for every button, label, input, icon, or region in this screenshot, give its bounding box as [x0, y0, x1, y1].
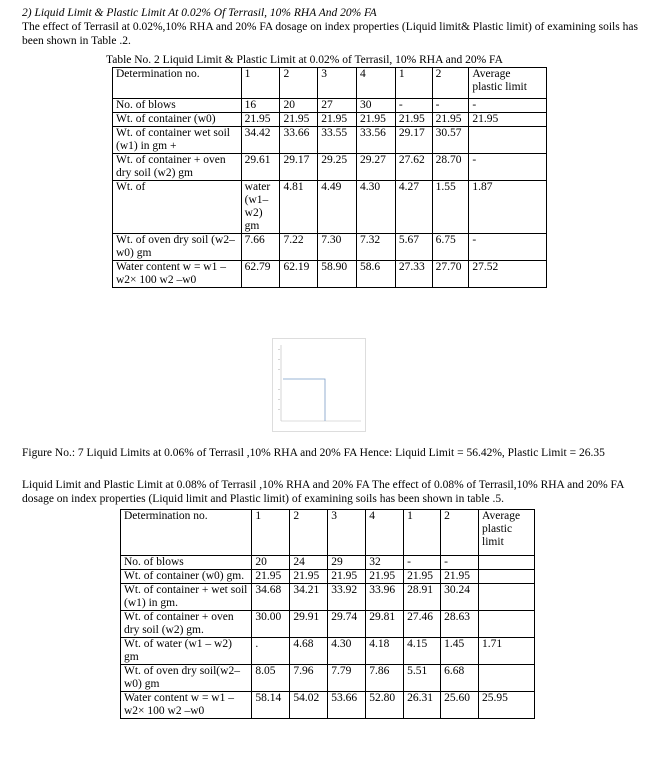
table-cell: 21.95 [241, 113, 280, 127]
table-cell: 27.46 [404, 611, 441, 638]
table-cell: 21.95 [280, 113, 318, 127]
table-cell: Average plastic limit [479, 510, 535, 556]
table-row [113, 234, 547, 261]
table-cell: 28.70 [432, 154, 469, 181]
table-row [113, 99, 547, 113]
table-cell: 4 [357, 68, 396, 99]
table-cell: 25.60 [441, 692, 479, 719]
table-cell: 1 [241, 68, 280, 99]
table-cell: 6.75 [432, 234, 469, 261]
table-row [121, 556, 535, 570]
table-cell: 7.96 [290, 665, 328, 692]
intro-paragraph: The effect of Terrasil at 0.02%,10% RHA and 20% FA dosage on index properties (Liquid limit& Plastic limit) of examining soils has been shown in Table .2. [22, 21, 638, 47]
table-cell: 25.95 [479, 692, 535, 719]
table-cell: 27.62 [395, 154, 432, 181]
table-row [113, 181, 547, 234]
table-cell: 7.22 [280, 234, 318, 261]
table-cell: 62.79 [241, 261, 280, 288]
row-label-cell: Wt. of oven dry soil (w2–w0) gm [113, 234, 242, 261]
table-cell: 29.25 [318, 154, 357, 181]
table-cell: 29.74 [328, 611, 366, 638]
row-label-cell: Wt. of container (w0) [113, 113, 242, 127]
row-label-cell: Wt. of container + oven dry soil (w2) gm. [121, 611, 252, 638]
table-cell: 1.45 [441, 638, 479, 665]
table-row [121, 665, 535, 692]
table-row [121, 570, 535, 584]
table-cell: 1.55 [432, 181, 469, 234]
table-cell: 21.95 [441, 570, 479, 584]
table-cell: 3 [318, 68, 357, 99]
table-cell [479, 570, 535, 584]
table-cell: . [252, 638, 290, 665]
table-cell: 27.52 [469, 261, 547, 288]
row-label-cell: Wt. of container (w0) gm. [121, 570, 252, 584]
table-cell: 21.95 [395, 113, 432, 127]
table-cell: 24 [290, 556, 328, 570]
table-cell: 27.33 [395, 261, 432, 288]
table-cell: 33.96 [366, 584, 404, 611]
table-cell: - [469, 234, 547, 261]
table-cell: - [469, 99, 547, 113]
chart-series-line [283, 379, 325, 421]
table-cell: 16 [241, 99, 280, 113]
table-cell [479, 611, 535, 638]
table-cell: - [404, 556, 441, 570]
table-cell: 4.15 [404, 638, 441, 665]
table-cell: 33.66 [280, 127, 318, 154]
table-row [113, 127, 547, 154]
table-cell: 30.00 [252, 611, 290, 638]
table-cell: 21.95 [252, 570, 290, 584]
table-row [121, 638, 535, 665]
table-cell: 4.27 [395, 181, 432, 234]
table-cell: 21.95 [328, 570, 366, 584]
liquid-limit-table-2 [120, 509, 535, 719]
table-cell: 21.95 [469, 113, 547, 127]
table-cell: 29.91 [290, 611, 328, 638]
row-label-cell: Water content w = w1 – w2× 100 w2 –w0 [121, 692, 252, 719]
table-row [121, 611, 535, 638]
table-header-row [113, 68, 547, 99]
liquid-limit-chart-figure [272, 338, 366, 432]
table-cell: 30.24 [441, 584, 479, 611]
table-cell [469, 127, 547, 154]
row-label-cell: No. of blows [113, 99, 242, 113]
row-label-cell: Determination no. [113, 68, 242, 99]
table-cell: 30 [357, 99, 396, 113]
table-cell: 5.67 [395, 234, 432, 261]
table-cell: 4.49 [318, 181, 357, 234]
table-cell: 27 [318, 99, 357, 113]
table-cell: 33.55 [318, 127, 357, 154]
table-cell: 2 [280, 68, 318, 99]
table-header-row [121, 510, 535, 556]
section-heading: 2) Liquid Limit & Plastic Limit At 0.02% Of Terrasil, 10% RHA And 20% FA [22, 7, 377, 19]
table-cell: 52.80 [366, 692, 404, 719]
row-label-cell: Wt. of container + oven dry soil (w2) gm [113, 154, 242, 181]
table-cell: - [432, 99, 469, 113]
table-cell: 1.87 [469, 181, 547, 234]
table-cell: water (w1– w2) gm [241, 181, 280, 234]
table-cell: Average plastic limit [469, 68, 547, 99]
table-cell: 29.27 [357, 154, 396, 181]
table-cell: - [441, 556, 479, 570]
table-cell [479, 584, 535, 611]
table-cell: 58.6 [357, 261, 396, 288]
table-cell: 29 [328, 556, 366, 570]
table-cell [479, 665, 535, 692]
table-cell: 21.95 [357, 113, 396, 127]
row-label-cell: Wt. of [113, 181, 242, 234]
table-cell: 30.57 [432, 127, 469, 154]
chart-thumbnail [273, 339, 365, 431]
table-cell: 28.91 [404, 584, 441, 611]
table-cell: 54.02 [290, 692, 328, 719]
table-cell: 58.14 [252, 692, 290, 719]
table-row [113, 261, 547, 288]
table-row [121, 584, 535, 611]
table-cell: 1.71 [479, 638, 535, 665]
table-cell: 33.92 [328, 584, 366, 611]
table-cell: 21.95 [290, 570, 328, 584]
table-cell: 7.79 [328, 665, 366, 692]
table-cell: 32 [366, 556, 404, 570]
table-cell: 1 [395, 68, 432, 99]
row-label-cell: Wt. of container wet soil (w1) in gm + [113, 127, 242, 154]
table-cell: 21.95 [318, 113, 357, 127]
table-cell: 21.95 [366, 570, 404, 584]
table-cell: 4 [366, 510, 404, 556]
table-cell: 2 [432, 68, 469, 99]
table-cell: 34.42 [241, 127, 280, 154]
table-cell: 4.68 [290, 638, 328, 665]
table-row [121, 692, 535, 719]
table-cell: 6.68 [441, 665, 479, 692]
table-cell: 4.18 [366, 638, 404, 665]
table-cell: 21.95 [404, 570, 441, 584]
table-cell: 7.86 [366, 665, 404, 692]
table-cell: 2 [290, 510, 328, 556]
table-cell: 20 [280, 99, 318, 113]
section-paragraph-2: Liquid Limit and Plastic Limit at 0.08% of Terrasil ,10% RHA and 20% FA The effect of 0.08% of Terrasil,10% RHA and 20% FA dosage on index properties (Liquid limit and Plastic limit) of examining soils has been shown in table .5. [22, 479, 624, 505]
row-label-cell: Determination no. [121, 510, 252, 556]
row-label-cell: Wt. of container + wet soil (w1) in gm. [121, 584, 252, 611]
row-label-cell: No. of blows [121, 556, 252, 570]
table-cell: 33.56 [357, 127, 396, 154]
row-label-cell: Wt. of water (w1 – w2) gm [121, 638, 252, 665]
table-cell: - [395, 99, 432, 113]
table-cell: 20 [252, 556, 290, 570]
table-cell [479, 556, 535, 570]
table-cell: 34.68 [252, 584, 290, 611]
table-cell: 29.17 [280, 154, 318, 181]
table-cell: 26.31 [404, 692, 441, 719]
table-cell: 27.70 [432, 261, 469, 288]
table-cell: 1 [252, 510, 290, 556]
table-cell: 7.30 [318, 234, 357, 261]
liquid-limit-table-1 [112, 67, 547, 288]
table-caption: Table No. 2 Liquid Limit & Plastic Limit at 0.02% of Terrasil, 10% RHA and 20% FA [106, 54, 503, 66]
table-cell: 2 [441, 510, 479, 556]
table-cell: 21.95 [432, 113, 469, 127]
table-row [113, 154, 547, 181]
table-cell: 53.66 [328, 692, 366, 719]
table-cell: 7.32 [357, 234, 396, 261]
table-cell: 7.66 [241, 234, 280, 261]
table-cell: 28.63 [441, 611, 479, 638]
table-cell: 4.30 [328, 638, 366, 665]
row-label-cell: Wt. of oven dry soil(w2– w0) gm [121, 665, 252, 692]
table-cell: - [469, 154, 547, 181]
table-cell: 4.81 [280, 181, 318, 234]
table-cell: 29.17 [395, 127, 432, 154]
table-cell: 8.05 [252, 665, 290, 692]
table-cell: 1 [404, 510, 441, 556]
table-cell: 29.81 [366, 611, 404, 638]
table-row [113, 113, 547, 127]
row-label-cell: Water content w = w1 – w2× 100 w2 –w0 [113, 261, 242, 288]
table-cell: 34.21 [290, 584, 328, 611]
table-cell: 62.19 [280, 261, 318, 288]
table-cell: 3 [328, 510, 366, 556]
table-cell: 4.30 [357, 181, 396, 234]
table-cell: 5.51 [404, 665, 441, 692]
figure-caption: Figure No.: 7 Liquid Limits at 0.06% of Terrasil ,10% RHA and 20% FA Hence: Liquid Limit = 56.42%, Plastic Limit = 26.35 [22, 447, 605, 459]
table-cell: 29.61 [241, 154, 280, 181]
table-cell: 58.90 [318, 261, 357, 288]
